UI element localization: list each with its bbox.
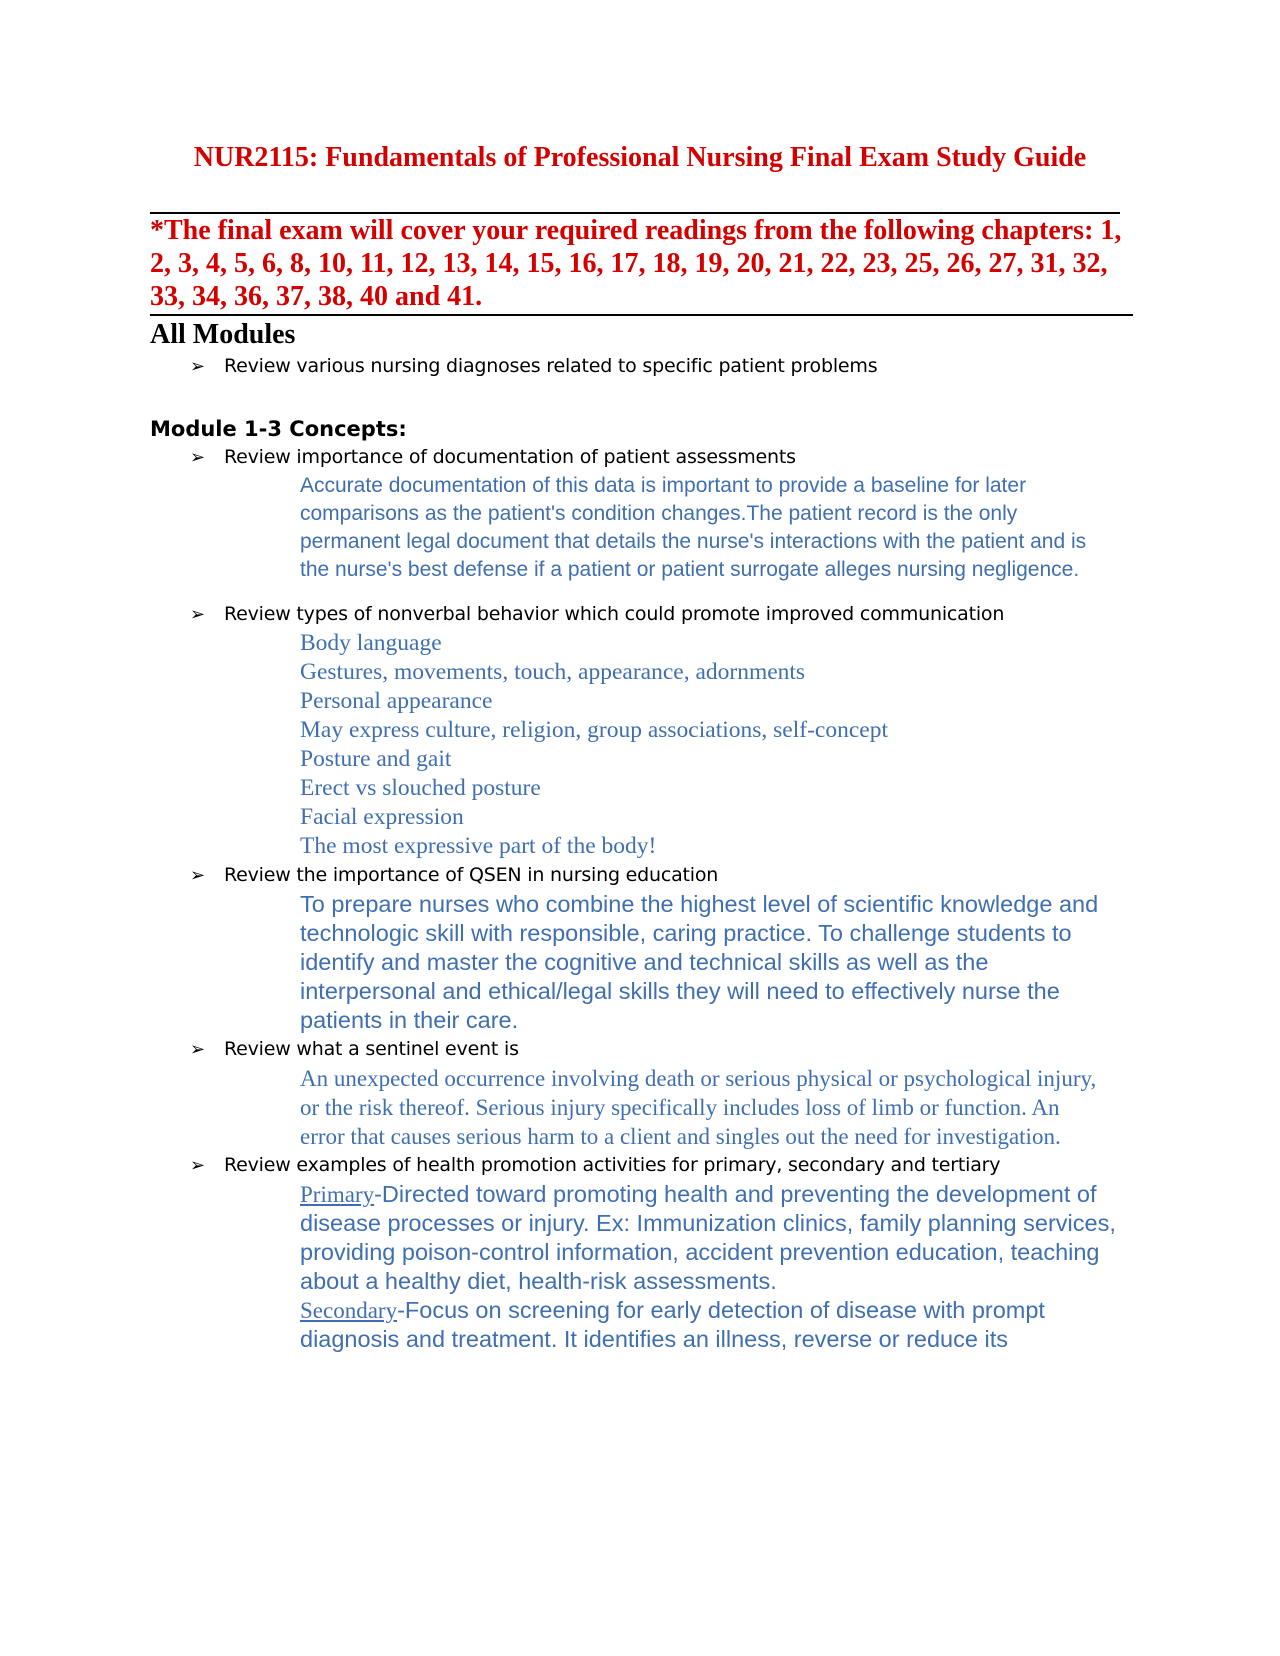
list-item-health-promotion bbox=[150, 1151, 1140, 1180]
all-modules-heading: All Modules bbox=[150, 319, 296, 350]
arrowhead-bullet-icon: ➢ bbox=[190, 447, 205, 468]
primary-label: Primary bbox=[300, 1182, 375, 1207]
nonverbal-line: Body language bbox=[300, 630, 442, 656]
list-item bbox=[150, 352, 1140, 381]
nonverbal-answer bbox=[300, 629, 1108, 861]
secondary-text: -Focus on screening for early detection of disease with prompt diagnosis and treatment. It identifies an illness, reverse or reduce its bbox=[300, 1297, 1045, 1352]
study-guide-body bbox=[150, 318, 1140, 1354]
documentation-answer: Accurate documentation of this data is important to provide a baseline for later comparisons as the patient's condition changes.The patient record is the only permanent legal document that details the nurse's interactions with the patient and is the nurse's best defense if a patient or patient surrogate alleges nursing negligence. bbox=[300, 474, 1087, 581]
sentinel-answer: An unexpected occurrence involving death or serious physical or psychological injury, or the risk thereof. Serious injury specifically includes loss of limb or function. An error that causes serious harm to a client and singles out the need for investigation. bbox=[300, 1066, 1097, 1149]
bullet-text: Review examples of health promotion activities for primary, secondary and tertiary bbox=[224, 1154, 1001, 1176]
list-item-nonverbal bbox=[150, 600, 1140, 629]
bullet-text: Review what a sentinel event is bbox=[224, 1038, 519, 1060]
bullet-text: Review various nursing diagnoses related to specific patient problems bbox=[224, 355, 878, 377]
nonverbal-line: The most expressive part of the body! bbox=[300, 833, 657, 859]
health-promotion-answer bbox=[300, 1180, 1122, 1354]
nonverbal-line: Personal appearance bbox=[300, 688, 493, 714]
nonverbal-line: Gestures, movements, touch, appearance, adornments bbox=[300, 659, 806, 685]
bullet-text: Review the importance of QSEN in nursing education bbox=[224, 864, 719, 886]
nonverbal-line: Erect vs slouched posture bbox=[300, 775, 541, 801]
list-item-qsen bbox=[150, 861, 1140, 890]
arrowhead-bullet-icon: ➢ bbox=[190, 1039, 205, 1060]
list-item-documentation bbox=[150, 443, 1140, 472]
module-1-3-heading: Module 1-3 Concepts: bbox=[150, 417, 407, 441]
secondary-label: Secondary bbox=[300, 1298, 398, 1323]
header-divider-bottom bbox=[150, 314, 1133, 316]
exam-coverage-note: *The final exam will cover your required readings from the following chapters: 1, 2, 3, 4, 5, 6, 8, 10, 11, 12, 13, 14, 15, 16, 17, 18, 19, 20, 21, 22, 23, 25, 26, 27, 31, 32, 33, 34, 36, 37, 38, 40 and 41. bbox=[150, 215, 1122, 312]
bullet-text: Review importance of documentation of patient assessments bbox=[224, 446, 796, 468]
qsen-answer: To prepare nurses who combine the highest level of scientific knowledge and technologic skill with responsible, caring practice. To challenge students to identify and master the cognitive and technical skills as well as the interpersonal and ethical/legal skills they will need to effectively nurse the patients in their care. bbox=[300, 891, 1099, 1033]
secondary-prevention bbox=[300, 1296, 1122, 1354]
primary-prevention bbox=[300, 1180, 1122, 1296]
arrowhead-bullet-icon: ➢ bbox=[190, 604, 205, 625]
document-title: NUR2115: Fundamentals of Professional Nursing Final Exam Study Guide bbox=[193, 142, 1087, 173]
bullet-text: Review types of nonverbal behavior which could promote improved communication bbox=[224, 603, 1005, 625]
nonverbal-line: Facial expression bbox=[300, 804, 464, 830]
primary-text: -Directed toward promoting health and preventing the development of disease processes or injury. Ex: Immunization clinics, family planning services, providing poison-control information, accident prevention education, teaching about a healthy diet, health-risk assessments. bbox=[300, 1181, 1116, 1294]
arrowhead-bullet-icon: ➢ bbox=[190, 1155, 205, 1176]
nonverbal-line: May express culture, religion, group associations, self-concept bbox=[300, 717, 888, 743]
list-item-sentinel bbox=[150, 1035, 1140, 1064]
nonverbal-line: Posture and gait bbox=[300, 746, 452, 772]
arrowhead-bullet-icon: ➢ bbox=[190, 865, 205, 886]
arrowhead-bullet-icon: ➢ bbox=[190, 356, 205, 377]
